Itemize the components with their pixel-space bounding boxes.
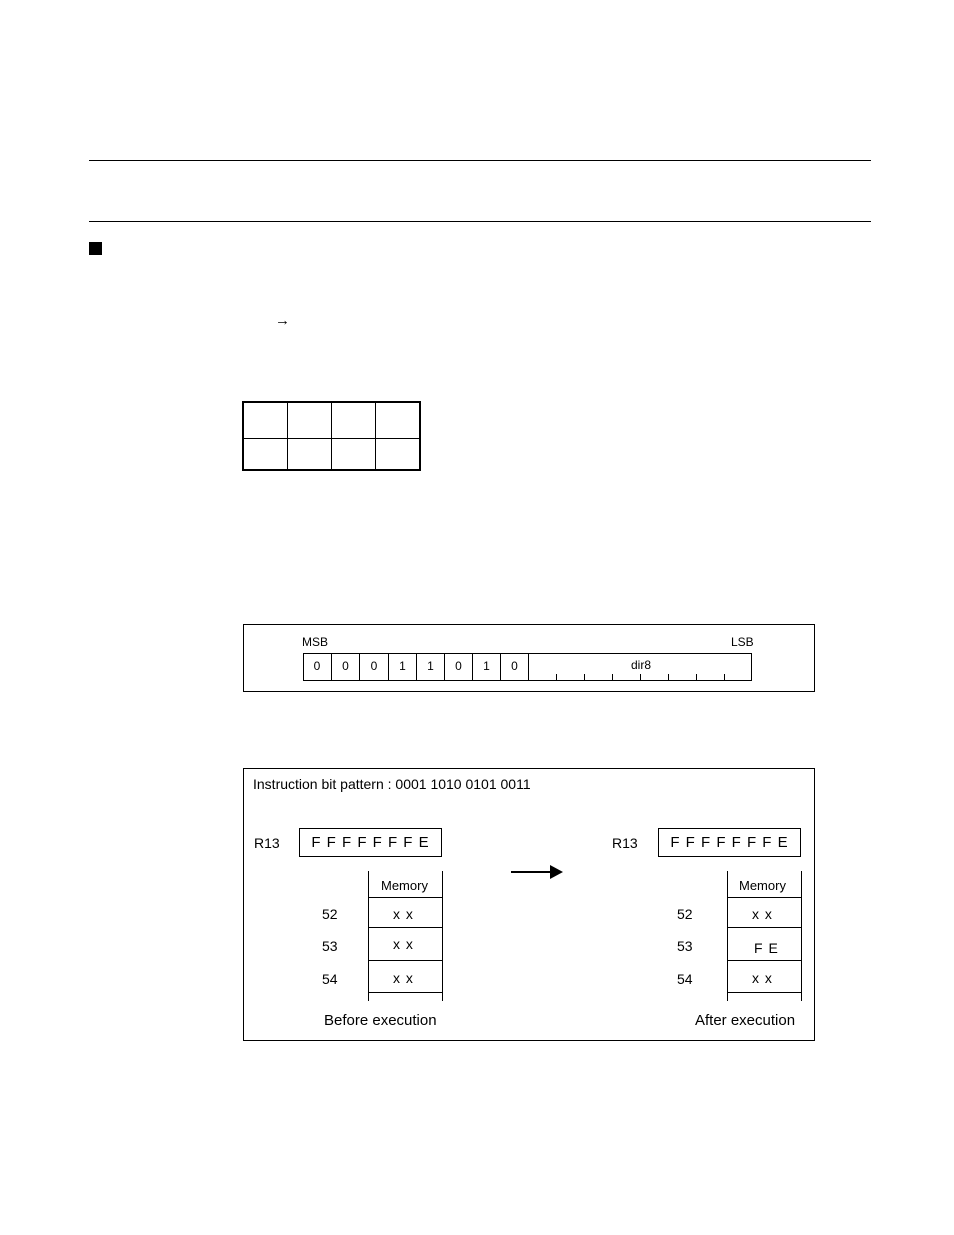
opcode-bit-cell: 0 <box>313 659 321 673</box>
after-memory-value: x x <box>752 906 773 922</box>
flag-value-cell <box>332 439 376 471</box>
header-rule-bottom <box>89 221 871 222</box>
bit-tick <box>556 674 557 680</box>
msb-label: MSB <box>302 635 329 649</box>
after-memory-divider <box>727 897 802 898</box>
bit-tick <box>668 674 669 680</box>
bit-tick <box>640 674 641 680</box>
opcode-bit-cell: 0 <box>444 653 472 680</box>
flag-header-cell <box>376 402 421 439</box>
section-bullet-icon <box>89 242 102 255</box>
flag-header-cell <box>332 402 376 439</box>
opcode-bit-cell: 0 <box>500 653 528 680</box>
before-register-name: R13 <box>254 835 280 851</box>
after-register-name: R13 <box>612 835 638 851</box>
before-caption: Before execution <box>324 1012 437 1029</box>
before-memory-divider <box>368 960 443 961</box>
after-caption: After execution <box>695 1012 796 1029</box>
bit-tick <box>724 674 725 680</box>
flag-value-cell <box>376 439 421 471</box>
after-memory-divider <box>727 992 802 993</box>
opcode-bit-cell: 1 <box>388 653 416 680</box>
after-memory-right-line <box>801 871 802 1001</box>
flag-value-cell <box>243 439 288 471</box>
before-register-value: F F F F F F F E <box>299 828 442 857</box>
lsb-label: LSB <box>731 635 754 649</box>
bit-tick <box>696 674 697 680</box>
before-memory-right-line <box>442 871 443 1001</box>
operation-arrow-icon: → <box>275 312 290 329</box>
opcode-bit-cell: 1 <box>416 653 444 680</box>
opcode-bit-cell: 0 <box>331 653 359 680</box>
after-memory-header: Memory <box>739 878 786 893</box>
bit-pattern-label: Instruction bit pattern : 0001 1010 0101 0011 <box>253 776 531 792</box>
execution-example-box <box>243 768 815 1041</box>
flag-header-cell <box>288 402 332 439</box>
after-memory-left-line <box>727 871 728 1001</box>
before-address-label: 53 <box>322 938 338 954</box>
after-memory-divider <box>727 927 802 928</box>
flag-change-table <box>242 401 421 471</box>
flag-header-cell <box>243 402 288 439</box>
opcode-bit-cell: 0 <box>359 653 388 680</box>
after-address-label: 54 <box>677 971 693 987</box>
before-memory-left-line <box>368 871 369 1001</box>
operand-field-label: dir8 <box>631 658 652 672</box>
before-memory-divider <box>368 992 443 993</box>
before-memory-divider <box>368 897 443 898</box>
before-address-label: 54 <box>322 971 338 987</box>
opcode-bit-cell: 1 <box>472 653 500 680</box>
after-memory-value: F E <box>754 940 779 956</box>
after-memory-divider <box>727 960 802 961</box>
transition-arrow-icon <box>510 864 564 880</box>
flag-value-cell <box>288 439 332 471</box>
after-address-label: 52 <box>677 906 693 922</box>
bit-tick <box>612 674 613 680</box>
before-memory-header: Memory <box>381 878 428 893</box>
before-memory-value: x x <box>393 906 414 922</box>
before-memory-divider <box>368 927 443 928</box>
after-address-label: 53 <box>677 938 693 954</box>
header-rule-top <box>89 160 871 161</box>
before-memory-value: x x <box>393 970 414 986</box>
after-memory-value: x x <box>752 970 773 986</box>
after-register-value: F F F F F F F E <box>658 828 801 857</box>
before-address-label: 52 <box>322 906 338 922</box>
before-memory-value: x x <box>393 936 414 952</box>
bit-tick <box>584 674 585 680</box>
